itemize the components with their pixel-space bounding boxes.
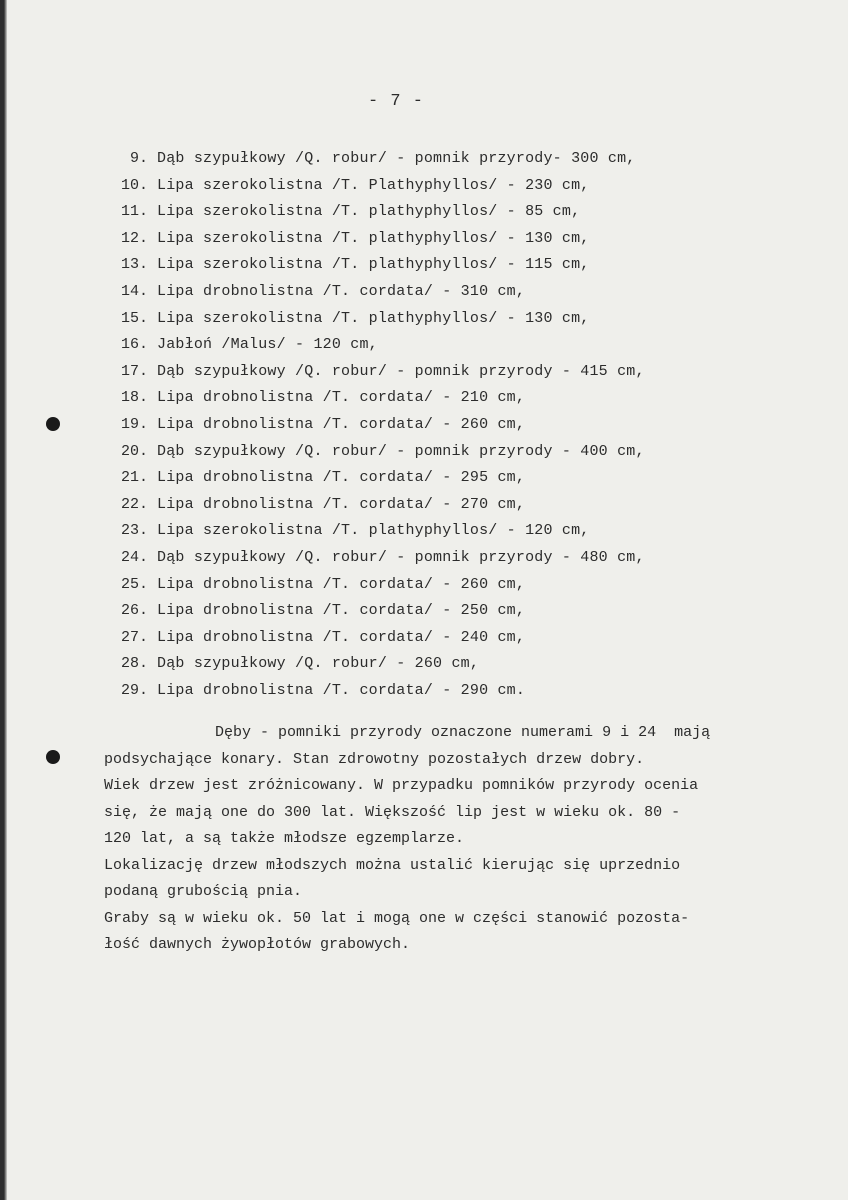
paragraph-line: podaną grubością pnia. — [104, 883, 303, 900]
list-item-text: Lipa szerokolistna /T. plathyphyllos/ - 120 cm, — [157, 522, 590, 540]
list-item-text: Dąb szypułkowy /Q. robur/ - pomnik przyrody- 300 cm, — [157, 150, 636, 167]
list-item-number: 24. — [120, 548, 148, 566]
list-item-text: Dąb szypułkowy /Q. robur/ - pomnik przyrody - 480 cm, — [157, 548, 645, 566]
list-item-number: 22. — [120, 495, 148, 513]
list-item-number: 19. — [120, 415, 148, 433]
list-item — [100, 678, 645, 705]
paragraph-line: 120 lat, a są także młodsze egzemplarze. — [104, 830, 465, 847]
list-item-text: Lipa szerokolistna /T. plathyphyllos/ - 85 cm, — [157, 203, 581, 221]
list-item — [100, 465, 645, 492]
list-item — [100, 518, 645, 545]
list-item — [100, 412, 645, 439]
paragraph-line: Graby są w wieku ok. 50 lat i mogą one w części stanowić pozosta- — [104, 909, 690, 927]
paragraph-line: się, że mają one do 300 lat. Większość lip jest w wieku ok. 80 - — [104, 803, 681, 821]
list-item-text: Lipa drobnolistna /T. cordata/ - 260 cm, — [157, 415, 526, 433]
list-item — [100, 625, 645, 652]
list-item-text: Dąb szypułkowy /Q. robur/ - 260 cm, — [157, 655, 480, 673]
list-item-number: 27. — [120, 628, 148, 646]
list-item — [100, 572, 645, 599]
list-item — [100, 651, 645, 678]
punch-hole-lower — [46, 750, 60, 764]
list-item — [100, 598, 645, 625]
list-item-number: 13. — [120, 256, 148, 274]
list-item-text: Lipa drobnolistna /T. cordata/ - 250 cm, — [157, 602, 526, 620]
description-paragraph — [104, 720, 814, 959]
paragraph-line: Dęby - pomniki przyrody oznaczone numerami 9 i 24 mają — [215, 724, 711, 741]
list-item-text: Dąb szypułkowy /Q. robur/ - pomnik przyrody - 400 cm, — [157, 442, 645, 460]
list-item-number: 18. — [120, 389, 148, 407]
list-item-number: 25. — [120, 575, 148, 593]
paragraph-line: Lokalizację drzew młodszych można ustalić kierując się uprzednio — [104, 856, 681, 874]
list-item-number: 10. — [120, 176, 148, 194]
list-item-text: Lipa drobnolistna /T. cordata/ - 290 cm. — [157, 681, 526, 699]
list-item-text: Dąb szypułkowy /Q. robur/ - pomnik przyrody - 415 cm, — [157, 362, 645, 380]
list-item-text: Lipa szerokolistna /T. plathyphyllos/ - 130 cm, — [157, 229, 590, 247]
list-item — [100, 359, 645, 386]
list-item — [100, 332, 645, 359]
page-number: - 7 - — [368, 92, 425, 111]
list-item — [100, 199, 645, 226]
list-item — [100, 385, 645, 412]
list-item-text: Lipa drobnolistna /T. cordata/ - 240 cm, — [157, 628, 526, 646]
list-item-number: 20. — [120, 442, 148, 460]
list-item-text: Lipa drobnolistna /T. cordata/ - 270 cm, — [157, 495, 526, 513]
list-item-text: Lipa drobnolistna /T. cordata/ - 310 cm, — [157, 282, 526, 300]
list-item — [100, 439, 645, 466]
list-item — [100, 545, 645, 572]
list-item-number: 14. — [120, 282, 148, 300]
paragraph-line: podsychające konary. Stan zdrowotny pozostałych drzew dobry. — [104, 750, 645, 768]
list-item-number: 21. — [120, 469, 148, 487]
punch-hole-upper — [46, 417, 60, 431]
list-item-number: 28. — [120, 655, 148, 673]
list-item-text: Jabłoń /Malus/ - 120 cm, — [157, 336, 378, 354]
list-item-number: 26. — [120, 602, 148, 620]
list-item — [100, 492, 645, 519]
list-item — [100, 252, 645, 279]
page-left-edge — [0, 0, 7, 1200]
list-item-text: Lipa drobnolistna /T. cordata/ - 210 cm, — [157, 389, 526, 407]
list-item — [100, 226, 645, 253]
list-item-number: 23. — [120, 522, 148, 540]
tree-list — [100, 146, 645, 704]
list-item-number: 17. — [120, 362, 148, 380]
list-item-number: 15. — [120, 309, 148, 327]
list-item-number: 11. — [120, 203, 148, 221]
paragraph-line: Wiek drzew jest zróżnicowany. W przypadku pomników przyrody ocenia — [104, 777, 699, 794]
list-item — [100, 279, 645, 306]
list-item — [100, 173, 645, 200]
list-item-text: Lipa szerokolistna /T. plathyphyllos/ - 130 cm, — [157, 309, 590, 327]
list-item-text: Lipa szerokolistna /T. plathyphyllos/ - 115 cm, — [157, 256, 590, 274]
list-item-number: 29. — [120, 681, 148, 699]
paragraph-line: łość dawnych żywopłotów grabowych. — [104, 936, 411, 953]
list-item-text: Lipa drobnolistna /T. cordata/ - 295 cm, — [157, 469, 526, 487]
list-item-number: 16. — [120, 336, 148, 354]
list-item-text: Lipa szerokolistna /T. Plathyphyllos/ - 230 cm, — [157, 176, 590, 194]
list-item-number: 9. — [129, 150, 148, 167]
list-item — [100, 146, 645, 173]
list-item-text: Lipa drobnolistna /T. cordata/ - 260 cm, — [157, 575, 526, 593]
list-item-number: 12. — [120, 229, 148, 247]
list-item — [100, 306, 645, 333]
